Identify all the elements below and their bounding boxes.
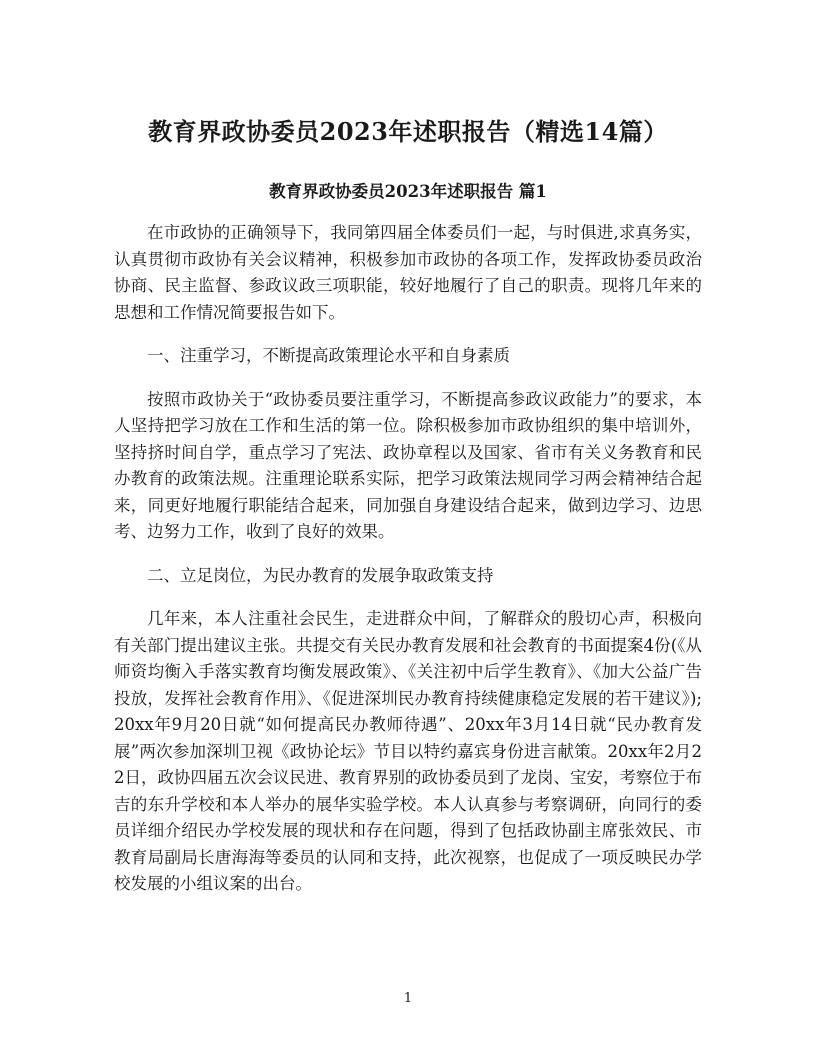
paragraph-intro: 在市政协的正确领导下，我同第四届全体委员们一起，与时俱进,求真务实，认真贯彻市政协有关会议精神，积极参加市政协的各项工作，发挥政协委员政治协商、民主监督、参政议政三项职能，较好地履行了自己的职责。现将几年来的思想和工作情况简要报告如下。 (114, 223, 702, 322)
paragraph-study: 按照市政协关于“政协委员要注重学习，不断提高参政议政能力”的要求，本人坚持把学习放在工作和生活的第一位。除积极参加市政协组织的集中培训外，坚持挤时间自学，重点学习了宪法、政协章程以及国家、省市有关义务教育和民办教育的政策法规。注重理论联系实际，把学习政策法规同学习两会精神结合起来，同更好地履行职能结合起来，同加强自身建设结合起来，做到边学习、边思考、边努力工作，收到了良好的效果。 (114, 389, 702, 541)
section-heading-1: 一、注重学习，不断提高政策理论水平和自身素质 (147, 346, 510, 365)
section-heading-2: 二、立足岗位，为民办教育的发展争取政策支持 (147, 565, 494, 585)
document-title: 教育界政协委员2023年述职报告（精选14篇） (148, 117, 668, 146)
paragraph-proposals: 几年来，本人注重社会民生，走进群众中间，了解群众的殷切心声，积极向有关部门提出建议主张。共提交有关民办教育发展和社会教育的书面提案4份(《从师资均衡入手落实教育均衡发展政策》、《关注初中后学生教育》、《加大公益广告投放，发挥社会教育作用》、《促进深圳民办教育持续健康稳定发展的若干建议》);20xx年9月20日就“如何提高民办教师待遇”、20xx年3月14日就“民办教育发展”两次参加深圳卫视《政协论坛》节目以特约嘉宾身份进言献策。20xx年2月22日，政协四届五次会议民进、教育界别的政协委员到了龙岗、宝安，考察位于布吉的东升学校和本人举办的展华实验学校。本人认真参与考察调研，向同行的委员详细介绍民办学校发展的现状和存在问题，得到了包括政协副主席张效民、市教育局副局长唐海海等委员的认同和支持，此次视察，也促成了一项反映民办学校发展的小组议案的出台。 (114, 609, 702, 893)
page-number: 1 (403, 991, 413, 1006)
document-body (114, 220, 702, 915)
section-title: 教育界政协委员2023年述职报告 篇1 (269, 182, 547, 201)
